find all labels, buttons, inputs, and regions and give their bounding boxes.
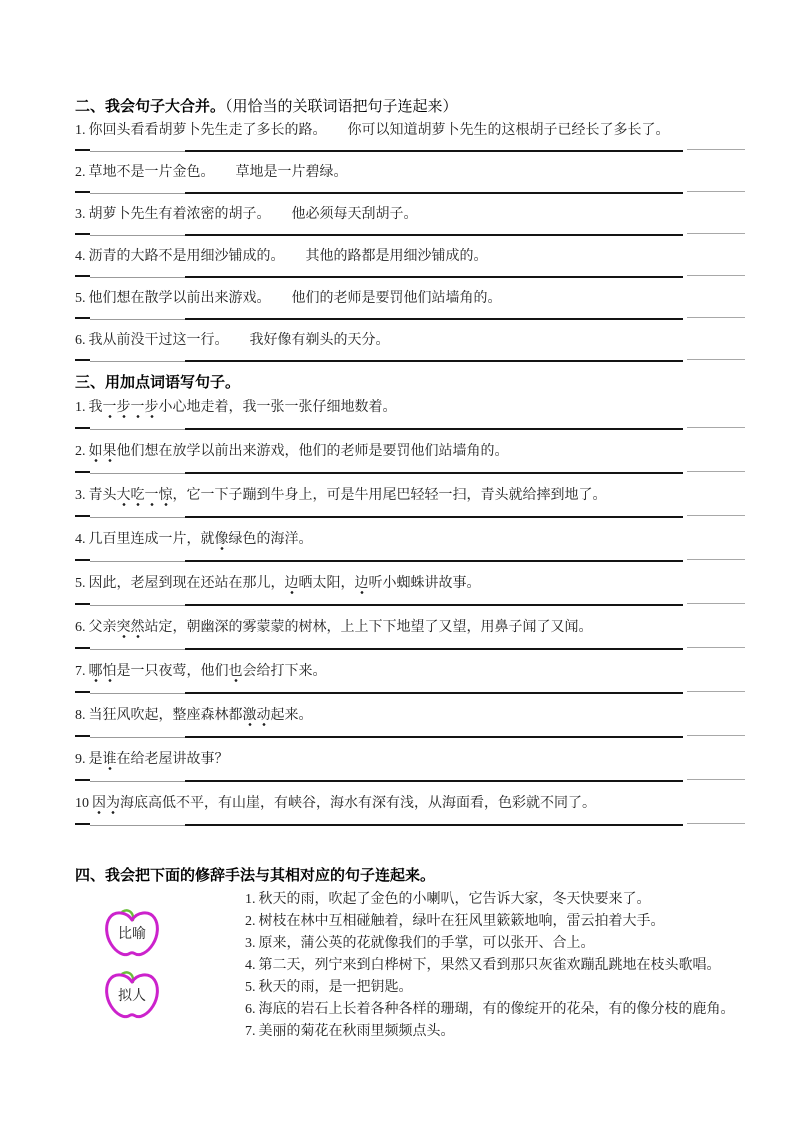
line-segment-gray [90,825,185,826]
line-segment-gray [687,233,745,234]
line-segment-black [75,823,90,825]
dotted-question-item [75,572,745,607]
line-segment-black [185,234,683,236]
plain-text: 因此，老屋到现在还站在那儿， [88,576,285,591]
emphasized-word: 像 [215,532,229,550]
sentence-number: 5. [245,980,256,995]
plain-text: 几百里连成一片，就 [88,532,215,547]
plain-text: 当狂风吹起，整座森林都 [88,708,243,723]
plain-text: 会给打下来。 [242,664,327,679]
line-segment-black [185,736,683,738]
answer-blank-line[interactable] [75,603,745,607]
section-merge-title-note: （用恰当的关联词语把句子连起来） [225,99,458,115]
sentence-text: 原来，蒲公英的花就像我们的手掌，可以张开、合上。 [258,936,595,951]
line-segment-gray [687,427,745,428]
sentence-number: 6. [245,1002,256,1017]
line-segment-black [75,603,90,605]
question-sentence [75,162,745,184]
question-text: 他们想在散学以前出来游戏。 他们的老师是要罚他们站墙角的。 [88,291,502,306]
question-text: 草地不是一片金色。 草地是一片碧绿。 [88,165,348,180]
line-segment-gray [90,151,185,152]
emphasized-word: 边 [285,576,299,594]
answer-blank-line[interactable] [75,735,745,739]
question-number: 2. [75,444,86,459]
sentence-text: 海底的岩石上长着各种各样的珊瑚，有的像绽开的花朵，有的像分枝的鹿角。 [258,1002,735,1017]
question-number: 6. [75,620,86,635]
question-sentence [75,120,745,142]
line-segment-gray [687,359,745,360]
question-sentence [75,792,745,816]
dotted-question-item [75,616,745,651]
section-merge-title-text: 二、我会句子大合并。 [75,99,226,115]
plain-text: 是一只夜莺，他们 [116,664,229,679]
match-sentence[interactable] [245,889,745,911]
plain-text: 站定，朝幽深的雾蒙蒙的树林，上上下下地望了又望，用鼻子闻了又闻。 [144,620,593,635]
line-segment-gray [687,691,745,692]
line-segment-gray [687,471,745,472]
emphasized-word: 激动 [243,708,271,726]
question-number: 1. [75,400,86,415]
question-sentence [75,246,745,268]
answer-blank-line[interactable] [75,823,745,827]
line-segment-black [75,275,90,277]
question-text [89,488,607,506]
line-segment-gray [90,517,185,518]
section-match-title: 四、我会把下面的修辞手法与其相对应的句子连起来。 [75,868,436,884]
question-number: 5. [75,576,86,591]
merge-question-item [75,246,745,279]
line-segment-black [185,192,683,194]
sentence-text: 秋天的雨，是一把钥匙。 [258,980,413,995]
line-segment-black [185,560,683,562]
line-segment-black [185,428,683,430]
line-segment-gray [90,361,185,362]
question-sentence [75,704,745,728]
sentence-number: 2. [245,914,256,929]
question-sentence [75,484,745,508]
question-number: 7. [75,664,86,679]
line-segment-gray [687,275,745,276]
question-sentence [75,204,745,226]
question-text: 胡萝卜先生有着浓密的胡子。 他必须每天刮胡子。 [88,207,418,222]
sentence-number: 7. [245,1024,256,1039]
line-segment-black [185,472,683,474]
rhetoric-match-area [75,889,745,1043]
plain-text: 海底高低不平，有山崖，有峡谷，海水有深有浅，从海面看，色彩就不同了。 [120,796,596,811]
rhetoric-label-text: 拟人 [118,989,146,1004]
question-text: 我从前没干过这一行。 我好像有剃头的天分。 [88,333,390,348]
answer-blank-line[interactable] [75,559,745,563]
sentence-text: 树枝在林中互相碰触着，绿叶在狂风里簌簌地响，雷云拍着大手。 [258,914,665,929]
dotted-question-item [75,660,745,695]
dotted-question-item [75,792,745,827]
sentence-text: 秋天的雨，吹起了金色的小喇叭，它告诉大家，冬天快要来了。 [258,892,651,907]
question-number: 10 [75,796,89,811]
rhetoric-label-text: 比喻 [118,927,146,942]
match-sentence-list [245,889,745,1043]
merge-question-item [75,204,745,237]
answer-blank-line[interactable] [75,515,745,519]
line-segment-gray [687,149,745,150]
match-sentence[interactable] [245,1021,745,1043]
dotted-question-item [75,748,745,783]
emphasized-word: 谁 [103,752,117,770]
question-sentence [75,572,745,596]
line-segment-black [185,824,683,826]
plain-text: 是 [88,752,103,767]
question-number: 1. [75,123,86,138]
line-segment-gray [90,277,185,278]
answer-blank-line[interactable] [75,427,745,431]
plain-text: 青头 [88,488,117,503]
merge-question-item [75,120,745,153]
line-segment-black [185,150,683,152]
line-segment-gray [90,193,185,194]
answer-blank-line[interactable] [75,779,745,783]
line-segment-gray [90,319,185,320]
line-segment-black [185,780,683,782]
question-sentence [75,288,745,310]
line-segment-gray [687,559,745,560]
line-segment-gray [90,473,185,474]
question-sentence [75,616,745,640]
question-text: 沥青的大路不是用细沙铺成的。 其他的路都是用细沙铺成的。 [88,249,488,264]
section-merge-title [75,96,745,118]
answer-blank-line[interactable] [75,691,745,695]
plain-text: 绿色的海洋。 [228,532,313,547]
line-segment-black [75,359,90,361]
sentence-number: 1. [245,892,256,907]
question-number: 2. [75,165,86,180]
answer-blank-line[interactable] [75,191,745,195]
line-segment-black [75,191,90,193]
line-segment-black [75,427,90,429]
question-text [89,576,481,594]
line-segment-gray [687,823,745,824]
rhetoric-labels-column [75,889,245,1043]
question-text [89,664,327,682]
line-segment-black [75,735,90,737]
answer-blank-line[interactable] [75,359,745,363]
merge-question-item [75,288,745,321]
line-segment-gray [687,515,745,516]
question-sentence [75,528,745,552]
plain-text: ，它一下子蹦到牛身上，可是牛用尾巴轻轻一扫，青头就给摔到地了。 [172,488,607,503]
question-sentence [75,396,745,420]
line-segment-gray [90,429,185,430]
question-text [89,620,593,638]
question-number: 3. [75,207,86,222]
line-segment-black [75,779,90,781]
match-sentence[interactable] [245,933,745,955]
sentence-number: 3. [245,936,256,951]
plain-text: 我 [88,400,103,415]
rhetoric-label-simile[interactable] [103,907,161,959]
question-number: 6. [75,333,86,348]
merge-question-item [75,162,745,195]
line-segment-gray [687,317,745,318]
emphasized-word: 边 [355,576,369,594]
plain-text: 起来。 [270,708,313,723]
question-sentence [75,440,745,464]
line-segment-black [75,149,90,151]
question-number: 9. [75,752,86,767]
plain-text: 他们想在放学以前出来游戏，他们的老师是要罚他们站墙角的。 [116,444,509,459]
line-segment-gray [687,191,745,192]
line-segment-black [185,648,683,650]
question-text [89,752,229,770]
line-segment-gray [90,235,185,236]
line-segment-gray [687,603,745,604]
section-dotted-title: 三、用加点词语写句子。 [75,375,241,391]
line-segment-black [185,604,683,606]
merge-question-list [75,120,745,363]
dotted-question-item [75,440,745,475]
line-segment-gray [90,605,185,606]
merge-question-item [75,330,745,363]
answer-blank-line[interactable] [75,471,745,475]
rhetoric-label-personification[interactable] [103,969,161,1021]
plain-text: 听小蜘蛛讲故事。 [368,576,481,591]
question-text [89,532,313,550]
question-sentence [75,660,745,684]
dotted-question-item [75,528,745,563]
sentence-text: 第二天，列宁来到白桦树下，果然又看到那只灰雀欢蹦乱跳地在枝头歌唱。 [258,958,721,973]
line-segment-black [75,471,90,473]
question-sentence [75,330,745,352]
match-sentence[interactable] [245,955,745,977]
line-segment-gray [687,779,745,780]
line-segment-gray [687,647,745,648]
emphasized-word: 因为 [92,796,120,814]
line-segment-black [185,516,683,518]
line-segment-gray [90,561,185,562]
dotted-question-list [75,396,745,827]
line-segment-black [185,692,683,694]
section-rhetoric-match [75,865,745,1043]
line-segment-gray [90,737,185,738]
answer-blank-line[interactable] [75,647,745,651]
sentence-number: 4. [245,958,256,973]
line-segment-black [185,360,683,362]
line-segment-black [185,276,683,278]
plain-text: 晒太阳， [298,576,355,591]
plain-text: 小心地走着，我一张一张仔细地数着。 [158,400,397,415]
line-segment-black [185,318,683,320]
line-segment-black [75,317,90,319]
question-number: 4. [75,532,86,547]
line-segment-gray [90,693,185,694]
worksheet-page [75,96,745,1043]
line-segment-black [75,515,90,517]
section-dotted-words [75,372,745,827]
plain-text: 父亲 [88,620,117,635]
dotted-question-item [75,396,745,431]
question-text [89,708,313,726]
line-segment-black [75,647,90,649]
question-text [92,796,596,814]
answer-blank-line[interactable] [75,275,745,279]
question-sentence [75,748,745,772]
question-text [89,400,397,418]
question-number: 3. [75,488,86,503]
dotted-question-item [75,704,745,739]
question-number: 8. [75,708,86,723]
section-sentence-merge [75,96,745,363]
emphasized-word: 哪怕 [89,664,117,682]
match-sentence[interactable] [245,911,745,933]
sentence-text: 美丽的菊花在秋雨里频频点头。 [258,1024,455,1039]
question-text: 你回头看看胡萝卜先生走了多长的路。 你可以知道胡萝卜先生的这根胡子已经长了多长了。 [88,123,670,138]
line-segment-black [75,233,90,235]
answer-blank-line[interactable] [75,233,745,237]
question-text [89,444,509,462]
emphasized-word: 突然 [117,620,145,638]
line-segment-gray [90,649,185,650]
match-sentence[interactable] [245,999,745,1021]
question-number: 4. [75,249,86,264]
line-segment-black [75,559,90,561]
answer-blank-line[interactable] [75,317,745,321]
emphasized-word: 一步一步 [103,400,159,418]
emphasized-word: 也 [229,664,243,682]
question-number: 5. [75,291,86,306]
emphasized-word: 如果 [89,444,117,462]
dotted-question-item [75,484,745,519]
emphasized-word: 大吃一惊 [117,488,173,506]
plain-text: 在给老屋讲故事？ [116,752,229,767]
answer-blank-line[interactable] [75,149,745,153]
line-segment-gray [90,781,185,782]
match-sentence[interactable] [245,977,745,999]
line-segment-black [75,691,90,693]
line-segment-gray [687,735,745,736]
